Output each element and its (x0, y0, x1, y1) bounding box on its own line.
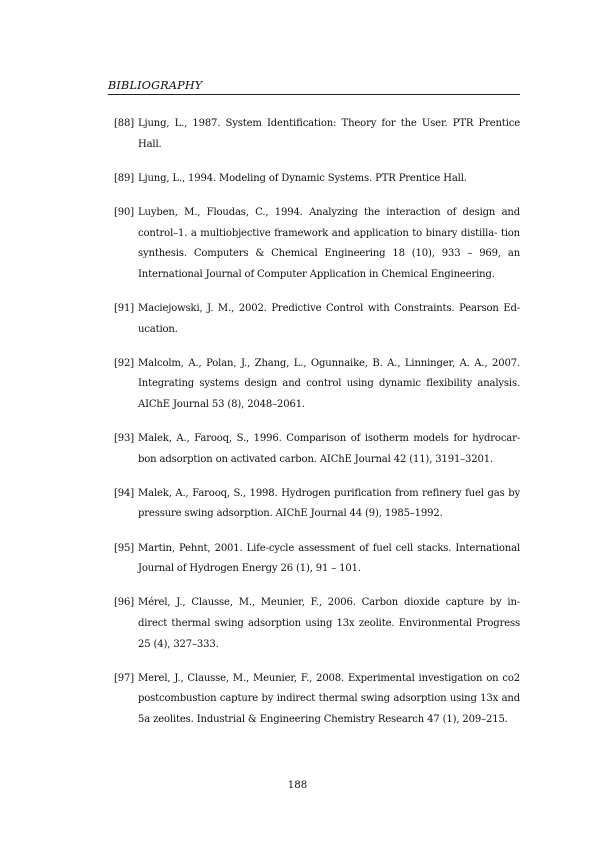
reference-label: [90] (114, 206, 134, 218)
reference-label: [93] (114, 433, 134, 445)
page-number: 188 (287, 780, 308, 791)
reference-text: Ljung, L., 1994. Modeling of Dynamic Systems. PTR Prentice Hall. (138, 172, 467, 184)
reference-entry (114, 203, 520, 285)
reference-entry (114, 539, 520, 580)
reference-entry (114, 484, 520, 525)
reference-entry (114, 169, 520, 190)
reference-text: Malek, A., Farooq, S., 1996. Comparison of isotherm models for hydrocar- bon adsorption on activated carbon. AIChE Journal 42 (11), 3191–3201. (138, 433, 520, 465)
reference-label: [96] (114, 597, 134, 609)
reference-text: Luyben, M., Floudas, C., 1994. Analyzing the interaction of design and control–1. a multiobjective framework and application to binary distilla- tion synthesis. Computers & Chemical Engineering 18 (10), 933 – 969, an International Journal of Computer Application in Chemical Engineering. (138, 206, 520, 280)
reference-label: [95] (114, 542, 134, 554)
reference-text: Maciejowski, J. M., 2002. Predictive Control with Constraints. Pearson Ed- ucation. (138, 302, 520, 335)
reference-label: [92] (114, 357, 134, 369)
reference-entry (114, 354, 520, 416)
reference-label: [88] (114, 118, 134, 129)
reference-text: Ljung, L., 1987. System Identification: Theory for the User. PTR Prentice Hall. (138, 118, 520, 150)
reference-entry (114, 114, 520, 155)
running-header: BIBLIOGRAPHY (108, 79, 203, 92)
reference-label: [94] (114, 487, 134, 499)
reference-label: [91] (114, 302, 134, 314)
reference-label: [97] (114, 672, 134, 684)
reference-text: Mérel, J., Clausse, M., Meunier, F., 2006. Carbon dioxide capture by in- direct thermal swing adsorption using 13x zeolite. Environmental Progress 25 (4), 327–333. (138, 597, 520, 650)
reference-text: Malek, A., Farooq, S., 1998. Hydrogen purification from refinery fuel gas by pressure swing adsorption. AIChE Journal 44 (9), 1985–1992. (138, 487, 520, 520)
reference-text: Merel, J., Clausse, M., Meunier, F., 2008. Experimental investigation on co2 postcombustion capture by indirect thermal swing adsorption using 13x and 5a zeolites. Industrial & Engineering Chemistry Research 47 (1), 209–215. (138, 672, 520, 725)
reference-text: Malcolm, A., Polan, J., Zhang, L., Ogunnaike, B. A., Linninger, A. A., 2007. Integrating systems design and control using dynamic flexibility analysis. AIChE Journal 53 (8), 2048–2061. (138, 357, 520, 410)
reference-entry (114, 669, 520, 731)
reference-label: [89] (114, 172, 134, 184)
reference-text: Martin, Pehnt, 2001. Life-cycle assessment of fuel cell stacks. International Journal of Hydrogen Energy 26 (1), 91 – 101. (138, 542, 520, 575)
reference-entry (114, 299, 520, 340)
reference-entry (114, 593, 520, 655)
header-rule (108, 94, 520, 95)
reference-list (114, 114, 520, 744)
reference-entry (114, 429, 520, 470)
